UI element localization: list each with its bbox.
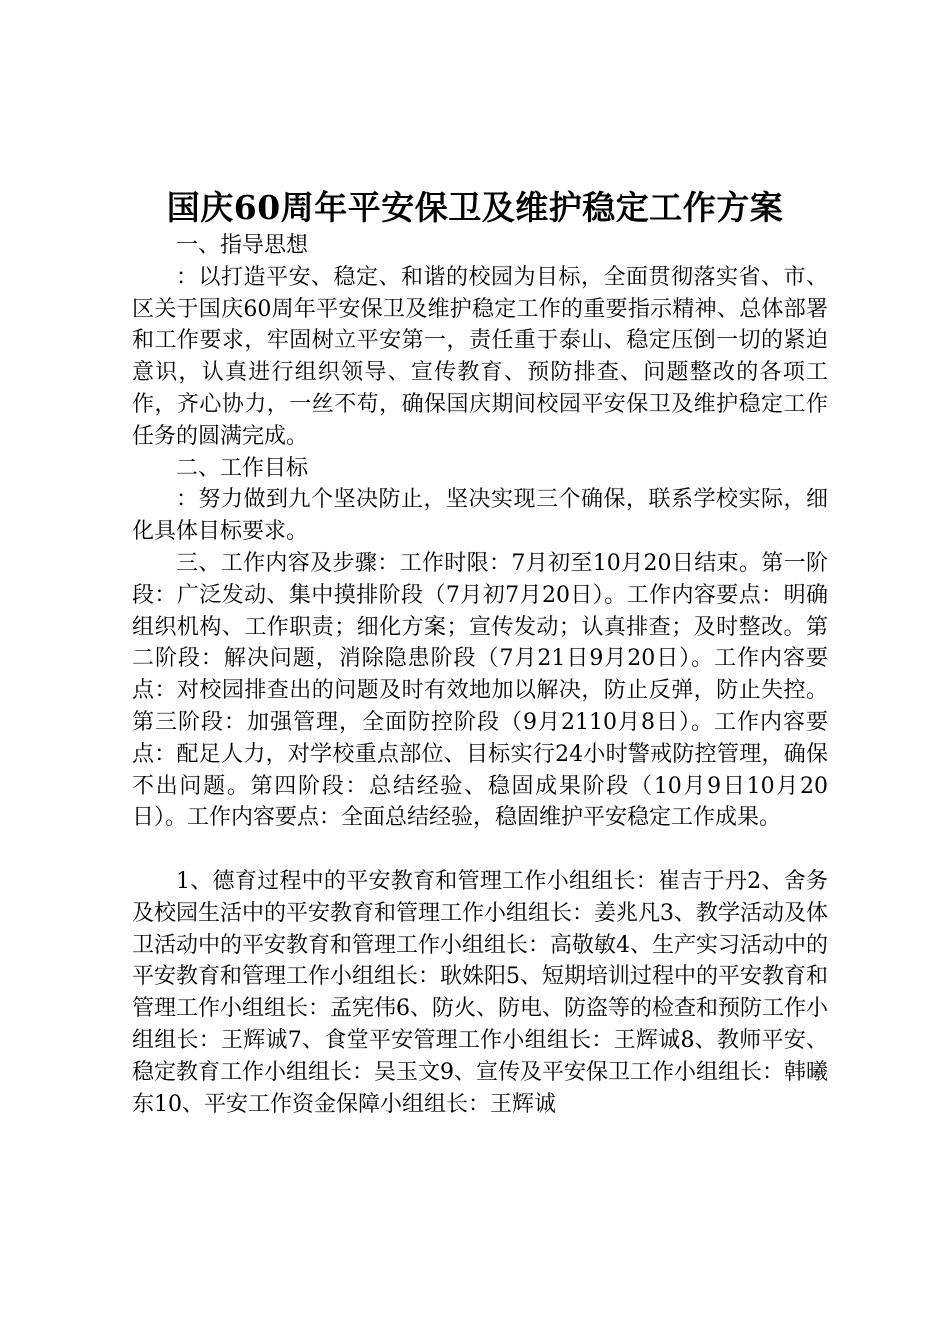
section-heading-work-goals: 二、工作目标 [176,455,309,481]
paragraph-work-content-steps: 三、工作内容及步骤：工作时限：7月初至10月20日结束。第一阶段：广泛发动、集中摸排阶段（7月初7月20日）。工作内容要点：明确组织机构、工作职责；细化方案；宣传发动；认真排查；及时整改。第二阶段：解决问题，消除隐患阶段（7月21日9月20日）。工作内容要点：对校园排查出的问题及时有效地加以解决，防止反弹，防止失控。第三阶段：加强管理，全面防控阶段（9月2110月8日）。工作内容要点：配足人力，对学校重点部位、目标实行24小时警戒防控管理，确保不出问题。第四阶段：总结经验、稳固成果阶段（10月9日10月20日）。工作内容要点：全面总结经验，稳固维护平安稳定工作成果。 [132,550,828,831]
section-heading-guiding-ideology: 一、指导思想 [176,233,309,258]
paragraph-work-goals: ：努力做到九个坚决防止，坚决实现三个确保，联系学校实际，细化具体目标要求。 [132,487,828,545]
document-body [132,230,828,1120]
paragraph-guiding-ideology: ：以打造平安、稳定、和谐的校园为目标，全面贯彻落实省、市、区关于国庆60周年平安保卫及维护稳定工作的重要指示精神、总体部署和工作要求，牢固树立平安第一，责任重于泰山、稳定压倒一切的紧迫意识，认真进行组织领导、宣传教育、预防排查、问题整改的各项工作，齐心协力，一丝不苟，确保国庆期间校园平安保卫及维护稳定工作任务的圆满完成。 [132,264,828,449]
paragraph-working-groups: 1、德育过程中的平安教育和管理工作小组组长：崔吉于丹2、舍务及校园生活中的平安教育和管理工作小组组长：姜兆凡3、教学活动及体卫活动中的平安教育和管理工作小组组长：高敬敏4、生产实习活动中的平安教育和管理工作小组组长：耿姝阳5、短期培训过程中的平安教育和管理工作小组组长：孟宪伟6、防火、防电、防盗等的检查和预防工作小组组长：王辉诚7、食堂平安管理工作小组组长：王辉诚8、教师平安、稳定教育工作小组组长：吴玉文9、宣传及平安保卫工作小组组长：韩曦东10、平安工作资金保障小组组长：王辉诚 [132,868,828,1117]
document-title: 国庆60周年平安保卫及维护稳定工作方案 [166,188,784,227]
